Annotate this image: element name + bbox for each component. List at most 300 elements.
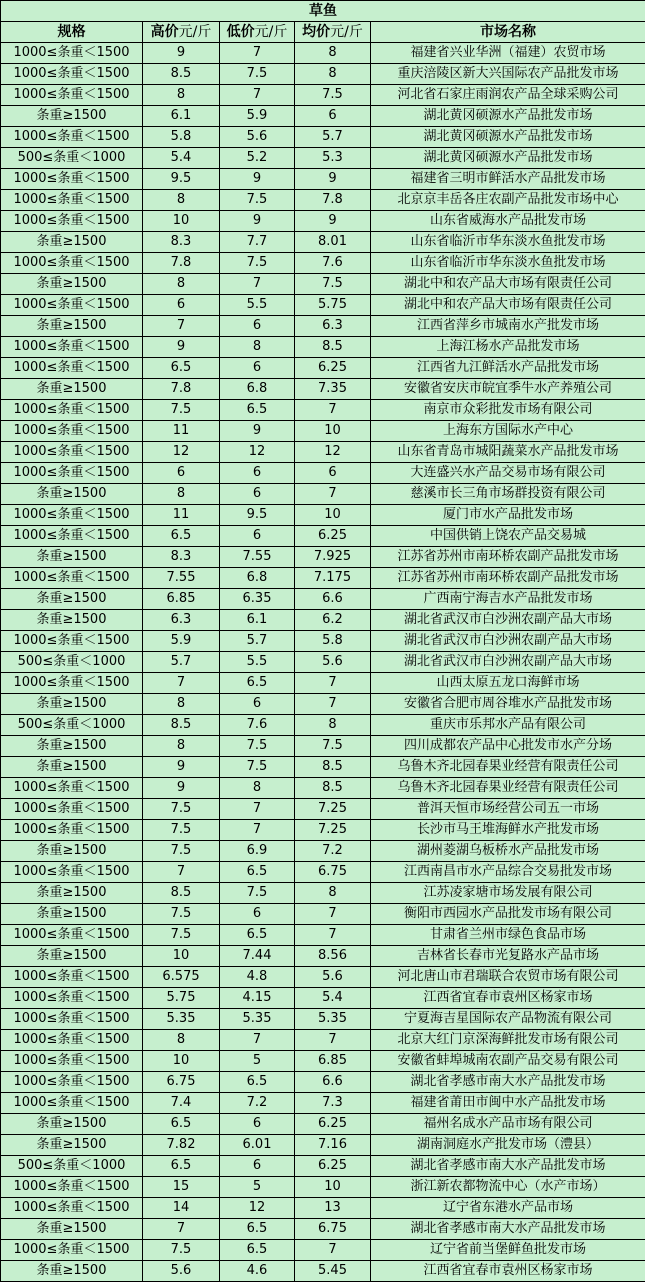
cell-low: 12 [220,442,295,463]
cell-low: 4.15 [220,988,295,1009]
cell-spec: 条重≥1500 [1,736,143,757]
table-row [1,652,645,673]
table-row [1,400,645,421]
cell-market: 山东省临沂市华东淡水鱼批发市场 [371,232,645,253]
cell-low: 6.1 [220,610,295,631]
cell-spec: 1000≤条重＜1500 [1,169,143,190]
table-row [1,568,645,589]
cell-spec: 1000≤条重＜1500 [1,778,143,799]
cell-market: 湖北黄冈硕源水产品批发市场 [371,106,645,127]
header-row [1,22,645,43]
cell-avg: 10 [295,1177,371,1198]
table-row [1,694,645,715]
cell-high: 9 [143,337,220,358]
cell-avg: 5.75 [295,295,371,316]
table-row [1,148,645,169]
table-row [1,1261,645,1282]
cell-spec: 条重≥1500 [1,883,143,904]
cell-spec: 条重≥1500 [1,232,143,253]
cell-avg: 5.7 [295,127,371,148]
cell-spec: 条重≥1500 [1,274,143,295]
cell-spec: 条重≥1500 [1,547,143,568]
header-low-unit: 元/斤 [254,24,288,40]
cell-market: 江苏省苏州市南环桥农副产品批发市场 [371,547,645,568]
cell-low: 6.9 [220,841,295,862]
cell-market: 江苏凌家塘市场发展有限公司 [371,883,645,904]
cell-low: 6.5 [220,862,295,883]
cell-high: 7.5 [143,841,220,862]
cell-low: 7.5 [220,736,295,757]
cell-spec: 条重≥1500 [1,379,143,400]
cell-avg: 8.5 [295,337,371,358]
cell-low: 6 [220,694,295,715]
cell-spec: 条重≥1500 [1,106,143,127]
cell-low: 5.5 [220,652,295,673]
cell-low: 5.7 [220,631,295,652]
cell-market: 湖北省孝感市南大水产品批发市场 [371,1072,645,1093]
table-row [1,1156,645,1177]
cell-avg: 12 [295,442,371,463]
cell-high: 5.7 [143,652,220,673]
cell-market: 吉林省长春市光复路水产品市场 [371,946,645,967]
cell-market: 浙江新农都物流中心（水产市场） [371,1177,645,1198]
cell-avg: 9 [295,211,371,232]
cell-spec: 1000≤条重＜1500 [1,1093,143,1114]
cell-avg: 7.25 [295,799,371,820]
table-row [1,1030,645,1051]
cell-spec: 条重≥1500 [1,757,143,778]
cell-market: 江苏省苏州市南环桥农副产品批发市场 [371,568,645,589]
cell-avg: 5.6 [295,652,371,673]
table-row [1,925,645,946]
cell-high: 15 [143,1177,220,1198]
cell-low: 5 [220,1177,295,1198]
cell-high: 8.5 [143,64,220,85]
cell-high: 8 [143,190,220,211]
table-row [1,379,645,400]
cell-avg: 8.5 [295,757,371,778]
cell-low: 6.5 [220,925,295,946]
cell-low: 5.2 [220,148,295,169]
cell-market: 江西省萍乡市城南水产批发市场 [371,316,645,337]
cell-low: 6 [220,904,295,925]
cell-avg: 7.25 [295,820,371,841]
cell-high: 7.5 [143,799,220,820]
cell-low: 6.5 [220,400,295,421]
cell-market: 厦门市水产品批发市场 [371,505,645,526]
cell-spec: 1000≤条重＜1500 [1,673,143,694]
cell-spec: 1000≤条重＜1500 [1,1030,143,1051]
cell-market: 湖北省武汉市白沙洲农副产品大市场 [371,631,645,652]
cell-avg: 7.925 [295,547,371,568]
cell-spec: 条重≥1500 [1,589,143,610]
cell-spec: 1000≤条重＜1500 [1,64,143,85]
cell-spec: 1000≤条重＜1500 [1,799,143,820]
cell-avg: 6.3 [295,316,371,337]
table-row [1,484,645,505]
cell-high: 8.3 [143,232,220,253]
header-low-label: 低价 [226,24,255,40]
cell-high: 6.75 [143,1072,220,1093]
cell-spec: 条重≥1500 [1,1114,143,1135]
cell-high: 5.75 [143,988,220,1009]
table-row [1,547,645,568]
cell-spec: 1000≤条重＜1500 [1,85,143,106]
cell-market: 乌鲁木齐北园春果业经营有限责任公司 [371,778,645,799]
cell-avg: 6.25 [295,526,371,547]
cell-low: 7.55 [220,547,295,568]
cell-spec: 1000≤条重＜1500 [1,253,143,274]
cell-avg: 6.2 [295,610,371,631]
cell-spec: 条重≥1500 [1,316,143,337]
cell-high: 6.5 [143,1156,220,1177]
cell-avg: 6.25 [295,1114,371,1135]
cell-high: 10 [143,1051,220,1072]
cell-market: 江西省宜春市袁州区杨家市场 [371,1261,645,1282]
cell-avg: 6.75 [295,862,371,883]
cell-spec: 条重≥1500 [1,904,143,925]
table-row [1,505,645,526]
cell-avg: 6.25 [295,1156,371,1177]
cell-market: 湖北省孝感市南大水产品批发市场 [371,1219,645,1240]
cell-high: 8.3 [143,547,220,568]
cell-high: 9 [143,778,220,799]
cell-low: 7 [220,820,295,841]
cell-high: 10 [143,946,220,967]
cell-avg: 7 [295,400,371,421]
cell-low: 9 [220,169,295,190]
cell-high: 7.5 [143,1240,220,1261]
cell-spec: 条重≥1500 [1,694,143,715]
cell-avg: 7 [295,1030,371,1051]
cell-avg: 5.8 [295,631,371,652]
cell-market: 安徽省安庆市皖宜季牛水产养殖公司 [371,379,645,400]
cell-spec: 1000≤条重＜1500 [1,337,143,358]
cell-high: 6.3 [143,610,220,631]
table-row [1,1135,645,1156]
table-row [1,43,645,64]
cell-spec: 1000≤条重＜1500 [1,1072,143,1093]
cell-market: 北京大红门京深海鲜批发市场有限公司 [371,1030,645,1051]
cell-market: 江西省九江鲜活水产品批发市场 [371,358,645,379]
table-row [1,64,645,85]
cell-avg: 8 [295,883,371,904]
cell-avg: 7.16 [295,1135,371,1156]
cell-high: 7.55 [143,568,220,589]
cell-low: 6.5 [220,1072,295,1093]
header-market: 市场名称 [371,22,645,43]
cell-avg: 5.35 [295,1009,371,1030]
cell-market: 四川成都农产品中心批发市水产分场 [371,736,645,757]
cell-high: 7 [143,1219,220,1240]
cell-high: 11 [143,421,220,442]
cell-market: 湖州菱湖乌板桥水产品批发市场 [371,841,645,862]
cell-avg: 7 [295,904,371,925]
cell-market: 重庆市乐邦水产品有限公司 [371,715,645,736]
cell-high: 7.8 [143,379,220,400]
cell-market: 北京京丰岳各庄农副产品批发市场中心 [371,190,645,211]
cell-low: 8 [220,337,295,358]
table-row [1,946,645,967]
cell-high: 11 [143,505,220,526]
cell-avg: 5.45 [295,1261,371,1282]
cell-market: 安徽省合肥市周谷堆水产品批发市场 [371,694,645,715]
table-row [1,631,645,652]
cell-spec: 1000≤条重＜1500 [1,400,143,421]
cell-high: 8.5 [143,715,220,736]
cell-avg: 7.35 [295,379,371,400]
cell-high: 7 [143,862,220,883]
cell-spec: 1000≤条重＜1500 [1,925,143,946]
title-row [1,1,645,22]
cell-low: 6 [220,316,295,337]
cell-market: 福建省三明市鲜活水产品批发市场 [371,169,645,190]
table-row [1,274,645,295]
header-avg-unit: 元/斤 [330,24,363,40]
cell-spec: 1000≤条重＜1500 [1,211,143,232]
table-row [1,169,645,190]
cell-spec: 1000≤条重＜1500 [1,421,143,442]
cell-avg: 6.85 [295,1051,371,1072]
cell-avg: 6.25 [295,358,371,379]
header-high-unit: 元/斤 [178,24,212,40]
cell-high: 7.5 [143,820,220,841]
header-low [220,22,295,43]
cell-spec: 1000≤条重＜1500 [1,1198,143,1219]
cell-avg: 5.3 [295,148,371,169]
cell-avg: 8.5 [295,778,371,799]
cell-market: 普洱天恒市场经营公司五一市场 [371,799,645,820]
cell-low: 6.8 [220,568,295,589]
cell-spec: 条重≥1500 [1,1261,143,1282]
cell-market: 辽宁省前当堡鲜鱼批发市场 [371,1240,645,1261]
cell-high: 14 [143,1198,220,1219]
cell-avg: 7.175 [295,568,371,589]
table-row [1,610,645,631]
cell-low: 6.5 [220,673,295,694]
table-row [1,841,645,862]
cell-high: 5.8 [143,127,220,148]
table-row [1,820,645,841]
cell-low: 7 [220,274,295,295]
cell-low: 6 [220,463,295,484]
cell-spec: 1000≤条重＜1500 [1,190,143,211]
table-row [1,673,645,694]
cell-spec: 1000≤条重＜1500 [1,1177,143,1198]
cell-market: 上海江杨水产品批发市场 [371,337,645,358]
cell-market: 广西南宁海吉水产品批发市场 [371,589,645,610]
cell-spec: 条重≥1500 [1,841,143,862]
cell-low: 5.6 [220,127,295,148]
cell-avg: 8.56 [295,946,371,967]
cell-high: 6 [143,463,220,484]
table-row [1,1093,645,1114]
cell-high: 12 [143,442,220,463]
cell-low: 6 [220,526,295,547]
cell-low: 6 [220,484,295,505]
table-row [1,253,645,274]
cell-low: 7.5 [220,253,295,274]
table-row [1,442,645,463]
cell-low: 7.5 [220,757,295,778]
cell-high: 7 [143,316,220,337]
table-row [1,463,645,484]
cell-spec: 条重≥1500 [1,1219,143,1240]
cell-low: 6 [220,1156,295,1177]
cell-avg: 5.4 [295,988,371,1009]
cell-high: 7.5 [143,925,220,946]
cell-low: 4.8 [220,967,295,988]
cell-spec: 500≤条重＜1000 [1,1156,143,1177]
header-high-label: 高价 [150,24,179,40]
cell-low: 7.2 [220,1093,295,1114]
table-row [1,526,645,547]
cell-spec: 1000≤条重＜1500 [1,295,143,316]
cell-low: 7.5 [220,64,295,85]
cell-low: 6.35 [220,589,295,610]
cell-low: 6.01 [220,1135,295,1156]
cell-avg: 8 [295,715,371,736]
cell-spec: 1000≤条重＜1500 [1,526,143,547]
cell-high: 8 [143,694,220,715]
header-avg [295,22,371,43]
cell-market: 山东省威海水产品批发市场 [371,211,645,232]
header-spec: 规格 [1,22,143,43]
cell-high: 5.6 [143,1261,220,1282]
table-row [1,358,645,379]
cell-market: 慈溪市长三角市场群投资有限公司 [371,484,645,505]
cell-market: 安徽省蚌埠城南农副产品交易有限公司 [371,1051,645,1072]
cell-market: 山东省临沂市华东淡水鱼批发市场 [371,253,645,274]
table-row [1,127,645,148]
cell-avg: 7.5 [295,736,371,757]
cell-spec: 500≤条重＜1000 [1,652,143,673]
cell-high: 8.5 [143,883,220,904]
cell-market: 上海东方国际水产中心 [371,421,645,442]
cell-market: 河北省石家庄雨润农产品全球采购公司 [371,85,645,106]
table-row [1,1114,645,1135]
cell-high: 8 [143,85,220,106]
cell-market: 大连盛兴水产品交易市场有限公司 [371,463,645,484]
table-row [1,883,645,904]
cell-avg: 10 [295,421,371,442]
cell-avg: 13 [295,1198,371,1219]
cell-high: 6.575 [143,967,220,988]
cell-market: 衡阳市西园水产品批发市场有限公司 [371,904,645,925]
cell-spec: 1000≤条重＜1500 [1,463,143,484]
cell-high: 9 [143,757,220,778]
table-row [1,190,645,211]
table-row [1,799,645,820]
cell-low: 6.5 [220,1219,295,1240]
cell-low: 9.5 [220,505,295,526]
cell-market: 江西省宜春市袁州区杨家市场 [371,988,645,1009]
cell-spec: 1000≤条重＜1500 [1,988,143,1009]
cell-market: 乌鲁木齐北园春果业经营有限责任公司 [371,757,645,778]
cell-high: 6.5 [143,358,220,379]
cell-avg: 6.75 [295,1219,371,1240]
table-row [1,715,645,736]
cell-market: 中国供销上饶农产品交易城 [371,526,645,547]
cell-avg: 7 [295,694,371,715]
cell-low: 4.6 [220,1261,295,1282]
cell-market: 湖北黄冈硕源水产品批发市场 [371,127,645,148]
cell-low: 7 [220,85,295,106]
cell-spec: 1000≤条重＜1500 [1,442,143,463]
cell-low: 6.5 [220,1240,295,1261]
cell-spec: 1000≤条重＜1500 [1,43,143,64]
cell-low: 8 [220,778,295,799]
table-row [1,1072,645,1093]
cell-avg: 8 [295,43,371,64]
cell-high: 8 [143,1030,220,1051]
cell-avg: 6 [295,463,371,484]
cell-avg: 7 [295,673,371,694]
cell-spec: 条重≥1500 [1,610,143,631]
table-row [1,421,645,442]
cell-spec: 1000≤条重＜1500 [1,631,143,652]
cell-avg: 8.01 [295,232,371,253]
cell-avg: 7.2 [295,841,371,862]
cell-high: 5.35 [143,1009,220,1030]
table-row [1,316,645,337]
table-row [1,295,645,316]
header-avg-label: 均价 [302,24,331,40]
table-row [1,904,645,925]
cell-market: 河北唐山市君瑞联合农贸市场有限公司 [371,967,645,988]
table-row [1,85,645,106]
cell-high: 7 [143,673,220,694]
cell-market: 湖北省孝感市南大水产品批发市场 [371,1156,645,1177]
cell-market: 湖北中和农产品大市场有限责任公司 [371,274,645,295]
cell-high: 6.5 [143,1114,220,1135]
cell-spec: 1000≤条重＜1500 [1,358,143,379]
cell-spec: 条重≥1500 [1,946,143,967]
cell-spec: 1000≤条重＜1500 [1,1240,143,1261]
cell-market: 福建省莆田市闽中水产品批发市场 [371,1093,645,1114]
table-title: 草鱼 [1,1,645,22]
cell-market: 辽宁省东港水产品市场 [371,1198,645,1219]
cell-high: 7.5 [143,904,220,925]
table-row [1,736,645,757]
table-body [1,43,645,1282]
cell-high: 8 [143,274,220,295]
cell-spec: 1000≤条重＜1500 [1,127,143,148]
cell-avg: 7.8 [295,190,371,211]
cell-spec: 1000≤条重＜1500 [1,820,143,841]
cell-high: 8 [143,484,220,505]
table-row [1,106,645,127]
cell-avg: 7.5 [295,85,371,106]
cell-market: 甘肃省兰州市绿色食品市场 [371,925,645,946]
cell-high: 6 [143,295,220,316]
cell-low: 5.9 [220,106,295,127]
table-row [1,337,645,358]
cell-avg: 6.6 [295,1072,371,1093]
cell-low: 6 [220,358,295,379]
cell-low: 7.7 [220,232,295,253]
cell-spec: 1000≤条重＜1500 [1,505,143,526]
cell-high: 8 [143,736,220,757]
table-row [1,778,645,799]
cell-market: 重庆涪陵区新大兴国际农产品批发市场 [371,64,645,85]
cell-low: 6.8 [220,379,295,400]
cell-low: 9 [220,211,295,232]
table-row [1,232,645,253]
cell-spec: 1000≤条重＜1500 [1,1009,143,1030]
table-row [1,862,645,883]
table-row [1,1177,645,1198]
